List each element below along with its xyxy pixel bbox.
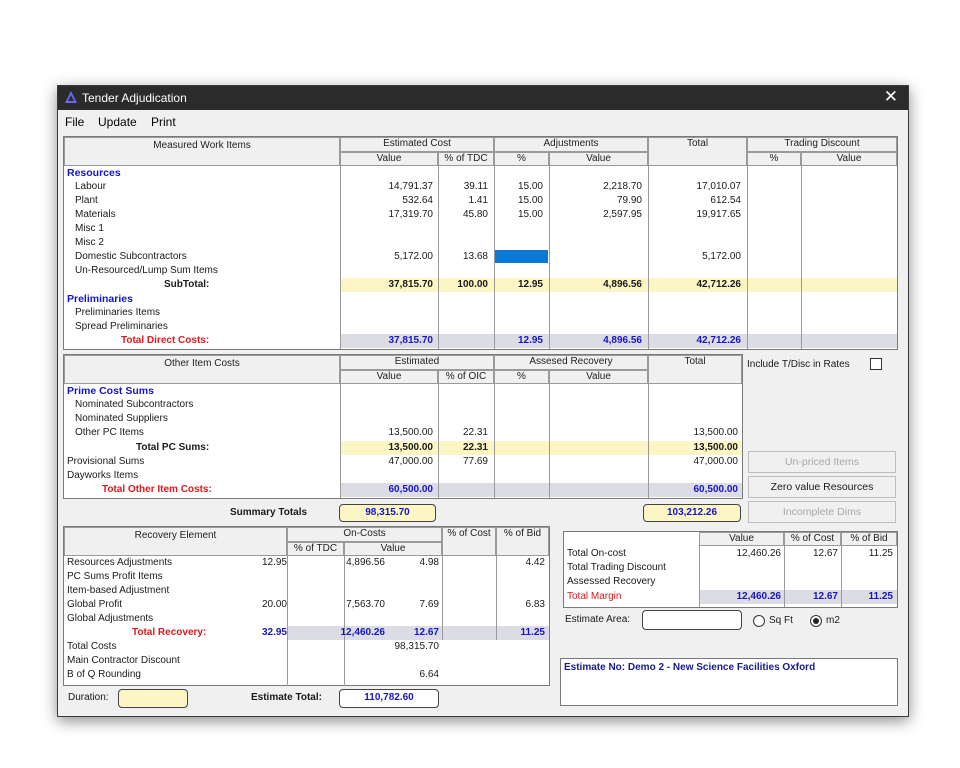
row-label: Plant xyxy=(75,195,98,206)
total-direct-adj-pct: 12.95 xyxy=(517,335,543,346)
close-icon[interactable]: ✕ xyxy=(883,87,898,106)
subtotal-label: SubTotal: xyxy=(164,279,210,290)
pct-tdc-subheader: % of TDC xyxy=(438,152,494,166)
row-label: Misc 2 xyxy=(75,237,104,248)
value-subheader: Value xyxy=(344,542,442,556)
row-adj-value: 2,597.95 xyxy=(603,209,642,220)
recovery-element-header: Recovery Element xyxy=(64,527,287,556)
value-subheader: Value xyxy=(340,370,438,384)
recovery-row-pct-bid: 6.83 xyxy=(525,599,545,610)
duration-input[interactable] xyxy=(118,689,188,708)
margin-row-pct-cost: 12.67 xyxy=(812,548,838,559)
total-recovery-value: 12,460.26 xyxy=(340,627,385,638)
after-row-label: Total Costs xyxy=(67,641,117,652)
pct-cost-header: % of Cost xyxy=(442,527,496,556)
unpriced-items-button[interactable]: Un-priced Items xyxy=(748,451,896,473)
row-adj-pct: 15.00 xyxy=(517,209,543,220)
total-header: Total xyxy=(648,137,747,166)
recovery-row-label: Global Adjustments xyxy=(67,613,154,624)
title-bar xyxy=(58,86,908,110)
recovery-row-label: Resources Adjustments xyxy=(67,557,173,568)
window-title: Tender Adjudication xyxy=(82,91,187,105)
measured-work-panel xyxy=(63,136,898,350)
subtotal-pct-tdc: 100.00 xyxy=(457,279,488,290)
adj-value-subheader: Value xyxy=(549,152,648,166)
menu-update[interactable]: Update xyxy=(98,115,137,129)
rec-pct-subheader: % xyxy=(494,370,549,384)
recovery-row-pct-tdc: 12.95 xyxy=(261,557,287,568)
total-direct-value: 37,815.70 xyxy=(388,335,433,346)
app-logo-icon xyxy=(64,90,78,104)
other-item-costs-panel xyxy=(63,354,743,499)
after-row-value: 6.64 xyxy=(419,669,439,680)
total-margin-pct-bid: 11.25 xyxy=(868,591,893,602)
recovery-row-label: Global Profit xyxy=(67,599,123,610)
row-total: 612.54 xyxy=(710,195,741,206)
oncosts-header: On-Costs xyxy=(287,527,442,542)
margin-row-label: Total Trading Discount xyxy=(567,562,666,573)
subtotal-total: 42,712.26 xyxy=(696,279,741,290)
row-label: Materials xyxy=(75,209,116,220)
after-row-label: B of Q Rounding xyxy=(67,669,141,680)
provisional-total: 47,000.00 xyxy=(693,456,738,467)
total-other-value: 60,500.00 xyxy=(388,484,433,495)
adjustments-header: Adjustments xyxy=(494,137,648,152)
estimate-area-label: Estimate Area: xyxy=(565,614,631,625)
after-row-value: 98,315.70 xyxy=(394,641,439,652)
total-margin-label: Total Margin xyxy=(567,591,622,602)
duration-label: Duration: xyxy=(68,692,109,703)
margin-pct-cost-header: % of Cost xyxy=(784,532,841,546)
pct-bid-header: % of Bid xyxy=(496,527,549,556)
menu-print[interactable]: Print xyxy=(151,115,176,129)
recovery-row-label: PC Sums Profit Items xyxy=(67,571,163,582)
row-label: Labour xyxy=(75,181,107,192)
recovery-row-value: 4,896.56 xyxy=(346,557,385,568)
total-margin-value: 12,460.26 xyxy=(736,591,781,602)
provisional-label: Provisional Sums xyxy=(67,456,145,467)
include-tdisc-checkbox[interactable] xyxy=(870,358,882,370)
row-label: Un-Resourced/Lump Sum Items xyxy=(75,265,218,276)
disc-value-subheader: Value xyxy=(801,152,897,166)
estimated-cost-header: Estimated Cost xyxy=(340,137,494,152)
row-label: Misc 1 xyxy=(75,223,104,234)
total-other-label: Total Other Item Costs: xyxy=(102,484,212,495)
total-pc-label: Total PC Sums: xyxy=(136,442,210,453)
estimate-total-value: 110,782.60 xyxy=(339,689,439,708)
adj-pct-subheader: % xyxy=(494,152,549,166)
recovery-row-value: 7,563.70 xyxy=(346,599,385,610)
total-margin-pct-cost: 12.67 xyxy=(812,591,838,602)
trading-discount-header: Trading Discount xyxy=(747,137,897,152)
total-recovery-pct-bid: 11.25 xyxy=(520,627,545,638)
margin-panel xyxy=(563,531,898,608)
provisional-pct: 77.69 xyxy=(462,456,488,467)
estimate-total-label: Estimate Total: xyxy=(251,692,322,703)
include-tdisc-label: Include T/Disc in Rates xyxy=(747,359,850,370)
margin-pct-bid-header: % of Bid xyxy=(841,532,897,546)
provisional-value: 47,000.00 xyxy=(388,456,433,467)
disc-pct-subheader: % xyxy=(747,152,801,166)
row-total: 5,172.00 xyxy=(702,251,741,262)
prime-cost-section-title: Prime Cost Sums xyxy=(67,385,154,397)
total-recovery-pct-cost: 12.67 xyxy=(413,627,439,638)
margin-value-header: Value xyxy=(699,532,784,546)
row-adj-value: 79.90 xyxy=(616,195,642,206)
menu-bar xyxy=(58,110,908,132)
margin-row-value: 12,460.26 xyxy=(736,548,781,559)
row-value: 5,172.00 xyxy=(394,251,433,262)
rec-value-subheader: Value xyxy=(549,370,648,384)
estimated-header: Estimated xyxy=(340,355,494,370)
total-recovery-pct-tdc: 32.95 xyxy=(261,627,287,638)
other-total-header: Total xyxy=(648,355,742,384)
row-label: Domestic Subcontractors xyxy=(75,251,187,262)
other-row-pct: 22.31 xyxy=(462,427,488,438)
preliminaries-section-title: Preliminaries xyxy=(67,293,133,305)
value-subheader: Value xyxy=(340,152,438,166)
m2-radio[interactable] xyxy=(810,615,822,627)
estimate-area-input[interactable] xyxy=(642,610,742,630)
recovery-element-panel xyxy=(63,526,550,686)
total-other-total: 60,500.00 xyxy=(693,484,738,495)
total-recovery-label: Total Recovery: xyxy=(132,627,207,638)
summary-totals-label: Summary Totals xyxy=(230,507,308,518)
prelim-row-label: Preliminaries Items xyxy=(75,307,161,318)
subtotal-adj-value: 4,896.56 xyxy=(603,279,642,290)
other-row-label: Other PC Items xyxy=(75,427,144,438)
recovery-row-pct-cost: 7.69 xyxy=(419,599,439,610)
other-items-header: Other Item Costs xyxy=(64,355,340,384)
summary-value: 98,315.70 xyxy=(339,504,436,522)
estimate-info-text: Estimate No: Demo 2 - New Science Facilities Oxford xyxy=(564,662,816,673)
row-adj-pct: 15.00 xyxy=(517,195,543,206)
margin-row-pct-bid: 11.25 xyxy=(868,548,893,559)
row-pct-tdc: 13.68 xyxy=(462,251,488,262)
subtotal-value: 37,815.70 xyxy=(388,279,433,290)
total-direct-adj-value: 4,896.56 xyxy=(603,335,642,346)
row-total: 19,917.65 xyxy=(696,209,741,220)
incomplete-dims-button[interactable]: Incomplete Dims xyxy=(748,501,896,523)
row-pct-tdc: 39.11 xyxy=(463,181,488,192)
measured-items-header: Measured Work Items xyxy=(64,137,340,166)
other-row-total: 13,500.00 xyxy=(693,427,738,438)
row-pct-tdc: 45.80 xyxy=(462,209,488,220)
other-row-label: Nominated Suppliers xyxy=(75,413,168,424)
row-total: 17,010.07 xyxy=(696,181,741,192)
row-value: 532.64 xyxy=(402,195,433,206)
m2-label: m2 xyxy=(826,615,840,626)
pct-oic-subheader: % of OIC xyxy=(438,370,494,384)
row-value: 14,791.37 xyxy=(388,181,433,192)
menu-file[interactable]: File xyxy=(65,115,85,129)
row-pct-tdc: 1.41 xyxy=(468,195,488,206)
recovery-row-pct-tdc: 20.00 xyxy=(261,599,287,610)
after-row-label: Main Contractor Discount xyxy=(67,655,180,666)
total-direct-label: Total Direct Costs: xyxy=(121,335,210,346)
total-pc-total: 13,500.00 xyxy=(693,442,738,453)
row-adj-value: 2,218.70 xyxy=(603,181,642,192)
recovery-row-pct-bid: 4.42 xyxy=(525,557,545,568)
selected-cell[interactable] xyxy=(495,250,548,263)
prelim-row-label: Spread Preliminaries xyxy=(75,321,168,332)
summary-total: 103,212.26 xyxy=(643,504,741,522)
other-row-label: Nominated Subcontractors xyxy=(75,399,194,410)
margin-row-label: Total On-cost xyxy=(567,548,626,559)
recovery-row-label: Item-based Adjustment xyxy=(67,585,170,596)
total-margin-band xyxy=(699,590,897,604)
estimate-info-box xyxy=(560,658,898,706)
zero-value-resources-button[interactable]: Zero value Resources xyxy=(748,476,896,498)
subtotal-adj-pct: 12.95 xyxy=(517,279,543,290)
total-pc-value: 13,500.00 xyxy=(388,442,433,453)
total-pc-pct: 22.31 xyxy=(462,442,488,453)
dayworks-label: Dayworks Items xyxy=(67,470,139,481)
total-direct-total: 42,712.26 xyxy=(696,335,741,346)
row-value: 17,319.70 xyxy=(388,209,433,220)
row-adj-pct: 15.00 xyxy=(517,181,543,192)
pct-tdc-subheader: % of TDC xyxy=(287,542,344,556)
margin-row-label: Assessed Recovery xyxy=(567,576,656,587)
tender-adjudication-window xyxy=(57,85,909,717)
recovery-row-pct-cost: 4.98 xyxy=(419,557,439,568)
other-row-value: 13,500.00 xyxy=(388,427,433,438)
resources-section-title: Resources xyxy=(67,167,121,179)
assessed-recovery-header: Assesed Recovery xyxy=(494,355,648,370)
sqft-radio[interactable] xyxy=(753,615,765,627)
sqft-label: Sq Ft xyxy=(769,615,793,626)
